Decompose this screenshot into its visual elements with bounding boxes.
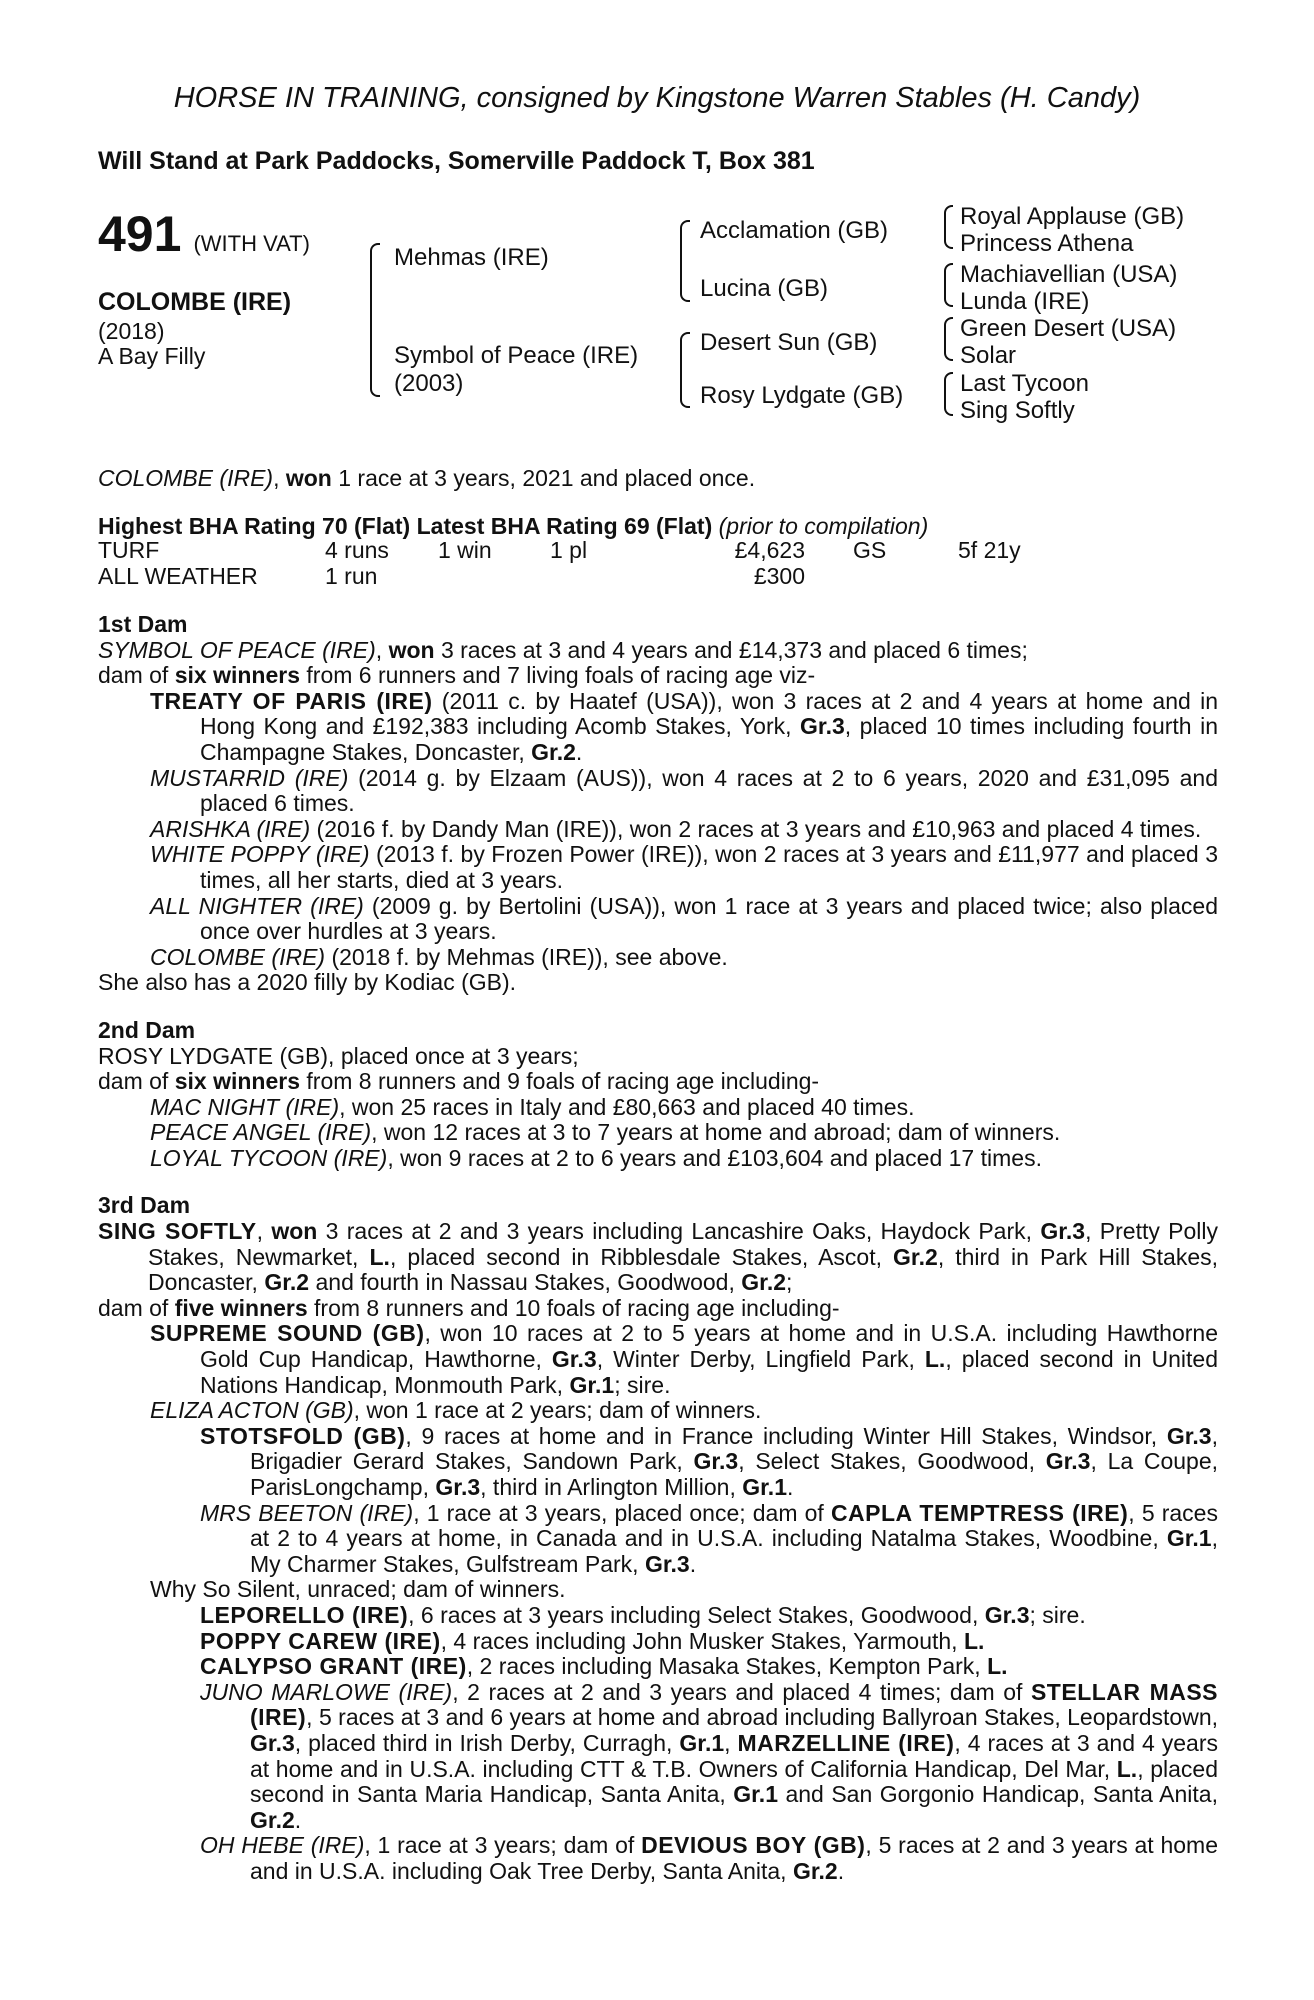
vat-note: (WITH VAT)	[193, 231, 310, 256]
record-prize: £4,623	[734, 537, 805, 563]
produce-text: and San Gorgonio Handicap, Santa Anita,	[778, 1781, 1218, 1808]
pedigree-dam-dam: Rosy Lydgate (GB)	[700, 382, 904, 409]
third-dam-produce-line	[98, 1296, 1218, 1322]
dam-of-pre: dam of	[98, 1294, 175, 1321]
grade: Gr.3	[800, 713, 845, 740]
record-row	[98, 564, 1021, 590]
record-placed: 1 pl	[550, 537, 588, 563]
produce-text: 3 races at 2 and 3 years including Lancashire Oaks, Haydock Park,	[317, 1218, 1041, 1245]
pedigree-brace-sd	[944, 263, 953, 307]
second-dam-heading: 2nd Dam	[98, 1016, 196, 1043]
produce-name: TREATY OF PARIS (IRE)	[150, 687, 433, 714]
grade: Gr.3	[984, 1601, 1030, 1628]
produce-text: (2018 f. by Mehmas (IRE)), see above.	[325, 943, 728, 970]
produce-text: ; sire.	[1029, 1601, 1086, 1628]
produce-name: POPPY CAREW (IRE)	[200, 1627, 441, 1654]
dam-of-bold: five winners	[174, 1294, 308, 1321]
produce-name: MARZELLINE (IRE)	[737, 1729, 955, 1756]
first-dam-won: won	[388, 636, 435, 663]
second-dam-intro: ROSY LYDGATE (GB), placed once at 3 years;	[98, 1042, 579, 1069]
produce-entry	[98, 1321, 1218, 1398]
summary-name: COLOMBE (IRE)	[98, 465, 274, 491]
produce-text: ,	[724, 1729, 731, 1756]
produce-text: .	[294, 1806, 302, 1833]
pedigree-dd-sire: Last Tycoon	[960, 370, 1089, 397]
third-dam-won: won	[271, 1218, 318, 1245]
produce-entry	[98, 1424, 1218, 1501]
grade: Gr.2	[792, 1857, 838, 1884]
first-dam-intro-text: 3 races at 3 and 4 years and £14,373 and placed 6 times;	[434, 636, 1028, 663]
grade: Gr.3	[1040, 1218, 1086, 1245]
pedigree-brace-sire	[680, 220, 690, 302]
produce-text: , Pretty Polly Stakes, Newmarket,	[148, 1218, 1219, 1270]
pedigree-brace-dam	[680, 332, 690, 408]
grade: Gr.1	[569, 1371, 615, 1398]
produce-name: ALL NIGHTER (IRE)	[150, 892, 364, 919]
grade: Gr.3	[1045, 1448, 1091, 1475]
produce-text: .	[689, 1550, 697, 1577]
pedigree-ds-sire: Green Desert (USA)	[960, 315, 1177, 342]
produce-text: , won 10 races at 2 to 5 years at home and in U.S.A. including Hawthorne Gold Cup Handicap, Hawthorne,	[200, 1320, 1218, 1373]
produce-name: ELIZA ACTON (GB)	[150, 1397, 354, 1424]
produce-entry	[98, 1398, 1218, 1424]
produce-text: .	[787, 1474, 794, 1500]
produce-name: STOTSFOLD (GB)	[200, 1422, 406, 1449]
grade: Gr.3	[693, 1448, 739, 1475]
produce-text: , Brigadier Gerard Stakes, Sandown Park,	[250, 1422, 1218, 1475]
grade: Gr.3	[250, 1729, 295, 1756]
produce-name: ARISHKA (IRE)	[150, 815, 311, 842]
third-dam-heading: 3rd Dam	[98, 1192, 191, 1219]
grade: L.	[1116, 1755, 1138, 1782]
ratings-highest: Highest BHA Rating 70 (Flat) Latest BHA Rating 69 (Flat)	[98, 513, 713, 539]
ratings-line	[98, 513, 928, 540]
produce-entry	[98, 1120, 1218, 1146]
produce-text: , 2 races at 2 and 3 years and placed 4 times; dam of	[452, 1678, 1023, 1705]
pedigree-dam: Symbol of Peace (IRE)	[394, 342, 639, 369]
grade: Gr.1	[742, 1474, 787, 1500]
produce-entry	[98, 842, 1218, 893]
pedigree-ss-dam: Princess Athena	[960, 230, 1134, 257]
lot-number-value: 491	[98, 206, 182, 262]
produce-text: , 5 races at 2 and 3 years at home and in U.S.A. including Oak Tree Derby, Santa Anita,	[250, 1832, 1218, 1884]
produce-entry	[98, 1680, 1218, 1834]
grade: Gr.2	[531, 738, 576, 765]
pedigree-sire-sire: Acclamation (GB)	[700, 217, 889, 244]
record-runs: 1 run	[325, 562, 378, 589]
grade: Gr.1	[679, 1729, 725, 1756]
dam-of-pre: dam of	[98, 1068, 175, 1095]
pedigree-ss-sire: Royal Applause (GB)	[960, 203, 1185, 230]
ratings-note: (prior to compilation)	[718, 513, 929, 539]
pedigree-sire-dam: Lucina (GB)	[700, 275, 829, 302]
produce-text: , 4 races including John Musker Stakes, Yarmouth,	[440, 1627, 964, 1654]
dam-of-post: from 8 runners and 9 foals of racing age including-	[300, 1068, 820, 1095]
record-going: GS	[853, 537, 887, 563]
produce-text: , 5 races at 2 to 4 years at home, in Canada and in U.S.A. including Natalma Stakes, Woodbine,	[250, 1499, 1218, 1552]
produce-entry	[98, 1146, 1218, 1172]
produce-name: COLOMBE (IRE)	[150, 943, 326, 970]
produce-text: .	[837, 1857, 845, 1884]
lot-number	[98, 205, 310, 263]
record-table	[98, 538, 1021, 589]
grade: Gr.1	[733, 1781, 778, 1808]
produce-name: LEPORELLO (IRE)	[200, 1601, 409, 1628]
produce-text: , won 12 races at 3 to 7 years at home and abroad; dam of winners.	[371, 1119, 1061, 1146]
record-surface: TURF	[98, 537, 160, 563]
produce-entry	[98, 1095, 1218, 1121]
produce-entry: Why So Silent, unraced; dam of winners.	[150, 1576, 566, 1603]
grade: L.	[924, 1346, 946, 1373]
produce-text: , 5 races at 3 and 6 years at home and abroad including Ballyroan Stakes, Leopardstown,	[306, 1704, 1218, 1731]
produce-text: , third in Park Hill Stakes, Doncaster,	[148, 1243, 1219, 1296]
produce-text: and fourth in Nassau Stakes, Goodwood,	[309, 1269, 742, 1296]
produce-name: STELLAR MASS (IRE)	[250, 1678, 1219, 1731]
record-distance	[958, 564, 1021, 590]
produce-name: SUPREME SOUND (GB)	[150, 1320, 425, 1347]
race-summary: COLOMBE (IRE), won 1 race at 3 years, 2021 and placed once.	[98, 465, 756, 491]
produce-text: , placed second in Ribblesdale Stakes, Ascot,	[389, 1243, 894, 1270]
pedigree-brace-main	[370, 243, 380, 397]
produce-text: , placed 10 times including fourth in Champagne Stakes, Doncaster,	[200, 713, 1218, 765]
summary-text: 1 race at 3 years, 2021 and placed once.	[331, 465, 756, 491]
produce-entry	[98, 1501, 1218, 1578]
produce-text: , La Coupe, ParisLongchamp,	[250, 1448, 1219, 1500]
stand-location: Will Stand at Park Paddocks, Somerville Paddock T, Box 381	[98, 147, 815, 175]
produce-text: (2013 f. by Frozen Power (IRE)), won 2 races at 3 years and £11,977 and placed 3 times, all her starts, died at 3 years.	[200, 841, 1218, 893]
produce-text: (2009 g. by Bertolini (USA)), won 1 race at 3 years and placed twice; also placed once over hurdles at 3 years.	[200, 892, 1218, 945]
produce-name: MAC NIGHT (IRE)	[150, 1093, 340, 1120]
grade: Gr.3	[551, 1346, 597, 1373]
pedigree-sd-sire: Machiavellian (USA)	[960, 261, 1178, 288]
produce-entry	[98, 945, 1218, 971]
first-dam-heading: 1st Dam	[98, 611, 188, 637]
record-prize: £300	[753, 562, 805, 589]
pedigree-dam-year: (2003)	[394, 370, 464, 397]
produce-name: MUSTARRID (IRE)	[150, 764, 349, 791]
first-dam-intro: SYMBOL OF PEACE (IRE), won 3 races at 3 and 4 years and £14,373 and placed 6 times;	[98, 636, 1028, 663]
produce-text: , My Charmer Stakes, Gulfstream Park,	[250, 1525, 1218, 1577]
dam-of-post: from 8 runners and 10 foals of racing age including-	[307, 1294, 840, 1321]
produce-entry	[98, 766, 1218, 817]
first-dam-also: She also has a 2020 filly by Kodiac (GB).	[98, 969, 517, 996]
produce-text: , Winter Derby, Lingfield Park,	[596, 1346, 925, 1373]
produce-name: CALYPSO GRANT (IRE)	[200, 1653, 467, 1680]
grade: L.	[369, 1243, 390, 1270]
produce-name: DEVIOUS BOY (GB)	[641, 1832, 866, 1859]
produce-text: , 9 races at home and in France including Winter Hill Stakes, Windsor,	[405, 1422, 1167, 1449]
produce-text: , third in Arlington Million,	[480, 1474, 743, 1500]
grade: Gr.1	[1166, 1525, 1212, 1552]
produce-text: , 6 races at 3 years including Select Stakes, Goodwood,	[408, 1601, 985, 1628]
pedigree-sire: Mehmas (IRE)	[394, 244, 549, 271]
pedigree-sd-dam: Lunda (IRE)	[960, 288, 1090, 315]
pedigree-dam-sire: Desert Sun (GB)	[700, 329, 878, 356]
horse-name: COLOMBE (IRE)	[98, 288, 292, 316]
produce-entry	[98, 894, 1218, 945]
dam-of-pre: dam of	[98, 662, 175, 689]
produce-text: , won 25 races in Italy and £80,663 and placed 40 times.	[339, 1093, 915, 1120]
produce-text: , placed second in United Nations Handicap, Monmouth Park,	[200, 1346, 1219, 1398]
produce-entry	[98, 1654, 1218, 1680]
produce-text: , placed second in Santa Maria Handicap, Santa Anita,	[250, 1755, 1218, 1808]
produce-name: OH HEBE (IRE)	[200, 1832, 365, 1859]
record-table-wrap	[98, 538, 1021, 589]
produce-text: , placed third in Irish Derby, Curragh,	[294, 1729, 680, 1756]
pedigree-dd-dam: Sing Softly	[960, 397, 1075, 424]
record-row	[98, 538, 1021, 564]
pedigree-brace-ss	[944, 205, 953, 249]
produce-entry	[98, 817, 1218, 843]
record-surface: ALL WEATHER	[98, 562, 258, 589]
produce-name: PEACE ANGEL (IRE)	[150, 1119, 372, 1146]
horse-description: A Bay Filly	[98, 343, 206, 369]
produce-text: , 4 races at 3 and 4 years at home and in U.S.A. including CTT & T.B. Owners of California Handicap, Del Mar,	[250, 1729, 1218, 1782]
first-dam-name: SYMBOL OF PEACE (IRE)	[98, 636, 376, 663]
summary-won: won	[285, 465, 332, 491]
produce-text: (2014 g. by Elzaam (AUS)), won 4 races at 2 to 6 years, 2020 and £31,095 and placed 6 times.	[200, 764, 1218, 817]
grade: Gr.2	[250, 1806, 295, 1833]
record-distance: 5f 21y	[958, 537, 1021, 563]
record-placed	[550, 564, 680, 590]
pedigree-brace-ds	[944, 317, 953, 361]
produce-text: .	[575, 738, 583, 765]
first-dam-produce-line	[98, 663, 1218, 689]
grade: Gr.2	[741, 1269, 787, 1296]
produce-text: (2011 c. by Haatef (USA)), won 3 races at 2 and 4 years at home and in Hong Kong and £192,383 including Acomb Stakes, York,	[200, 687, 1218, 740]
grade: L.	[987, 1653, 1008, 1680]
produce-entry	[98, 689, 1218, 766]
third-dam-intro: SING SOFTLY, won 3 races at 2 and 3 years including Lancashire Oaks, Haydock Park, Gr.3, Pretty Polly Stakes, Newmarket, L., placed second in Ribblesdale Stakes, Ascot, Gr.2, third in Park Hill Stakes, Doncaster, Gr.2 and fourth in Nassau Stakes, Goodwood, Gr.2;	[98, 1218, 1219, 1296]
pedigree-brace-dd	[944, 372, 953, 416]
produce-text: (2016 f. by Dandy Man (IRE)), won 2 races at 3 years and £10,963 and placed 4 times.	[310, 815, 1202, 842]
produce-text: , 1 race at 3 years; dam of	[364, 1832, 642, 1859]
record-wins: 1 win	[438, 537, 492, 563]
produce-entry	[98, 1629, 1218, 1655]
grade: Gr.2	[893, 1243, 938, 1270]
produce-text: ;	[786, 1269, 793, 1296]
produce-text: , Select Stakes, Goodwood,	[738, 1448, 1046, 1475]
produce-name: JUNO MARLOWE (IRE)	[200, 1678, 453, 1705]
pedigree-body	[98, 612, 1218, 1885]
record-runs: 4 runs	[325, 537, 389, 563]
produce-name: MRS BEETON (IRE)	[200, 1499, 414, 1526]
pedigree-ds-dam: Solar	[960, 342, 1017, 369]
grade: L.	[963, 1627, 985, 1654]
produce-entry	[98, 1603, 1218, 1629]
produce-name: WHITE POPPY (IRE)	[150, 841, 370, 868]
produce-name: CAPLA TEMPTRESS (IRE)	[830, 1499, 1129, 1526]
grade: Gr.3	[1166, 1422, 1212, 1449]
horse-year: (2018)	[98, 318, 165, 344]
produce-text: , won 9 races at 2 to 6 years and £103,604 and placed 17 times.	[387, 1144, 1042, 1171]
grade: Gr.3	[644, 1550, 690, 1577]
grade: Gr.2	[264, 1269, 310, 1296]
dam-of-bold: six winners	[174, 662, 300, 689]
produce-text: , 1 race at 3 years, placed once; dam of	[413, 1499, 831, 1526]
produce-name: LOYAL TYCOON (IRE)	[150, 1144, 388, 1171]
dam-of-post: from 6 runners and 7 living foals of racing age viz-	[300, 662, 816, 689]
record-going	[823, 564, 958, 590]
record-wins	[438, 564, 550, 590]
produce-entry	[98, 1833, 1218, 1884]
produce-text: ; sire.	[614, 1371, 671, 1398]
second-dam-produce-line	[98, 1069, 1218, 1095]
grade: Gr.3	[435, 1474, 481, 1500]
dam-of-bold: six winners	[174, 1068, 300, 1095]
produce-text: , won 1 race at 2 years; dam of winners.	[353, 1397, 762, 1424]
third-dam-name: SING SOFTLY	[98, 1218, 257, 1245]
produce-text: , 2 races including Masaka Stakes, Kempton Park,	[466, 1653, 988, 1680]
page-header: HORSE IN TRAINING, consigned by Kingstone Warren Stables (H. Candy)	[173, 82, 1141, 114]
